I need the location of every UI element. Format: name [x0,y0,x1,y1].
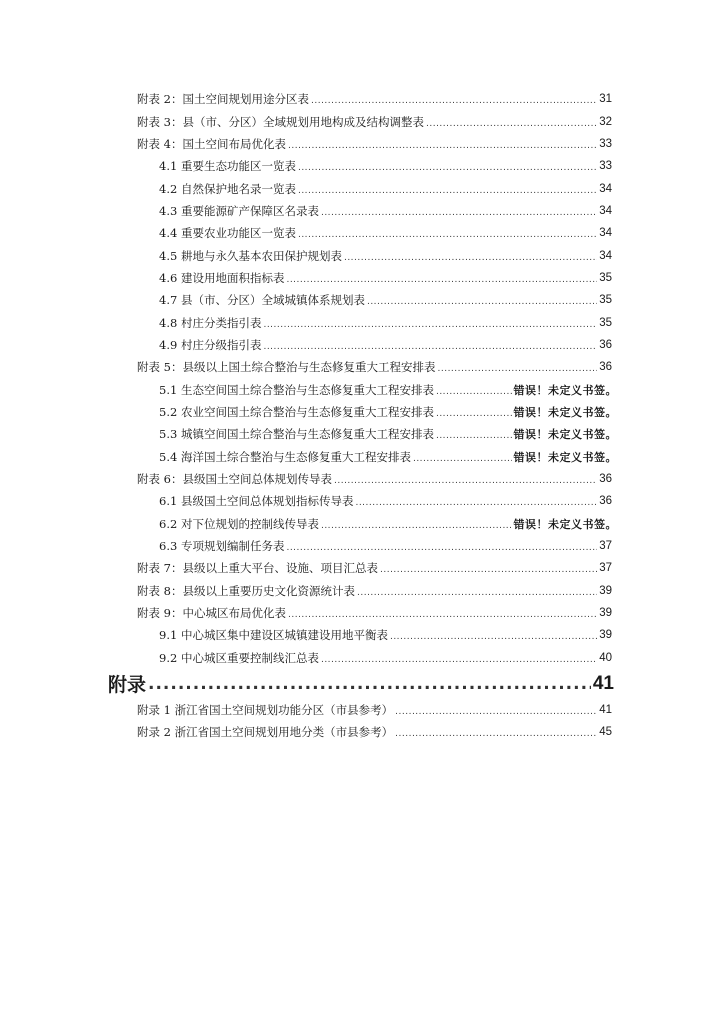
toc-entry-appendix-table-6[interactable] [0,468,724,490]
toc-entry-title: 4.4 重要农业功能区一览表 [159,226,296,241]
toc-entry-page-error: 错误！未定义书签。 [513,405,617,419]
toc-entry-title: 4.6 建设用地面积指标表 [159,270,285,285]
leader-dots [286,275,597,285]
toc-entry-page-error: 错误！未定义书签。 [513,383,617,397]
toc-entry-page: 33 [599,160,612,173]
toc-entry-page: 31 [599,93,612,106]
leader-dots [436,409,512,419]
toc-entry-appendix[interactable] [0,669,724,699]
leader-dots [298,230,597,240]
toc-entry-title: 5.2 农业空间国土综合整治与生态修复重大工程安排表 [159,404,434,419]
toc-entry-6-1[interactable] [0,490,724,512]
leader-dots [321,208,597,218]
toc-entry-page: 37 [599,562,612,575]
toc-entry-page-error: 错误！未定义书签。 [513,428,617,442]
leader-dots [286,543,597,553]
toc-entry-page: 35 [599,294,612,307]
toc-entry-title: 附表 9：中心城区布局优化表 [137,606,286,621]
toc-entry-4-4[interactable] [0,222,724,244]
toc-entry-title: 9.1 中心城区集中建设区城镇建设用地平衡表 [159,628,388,643]
leader-dots [426,119,597,129]
leader-dots [344,253,597,263]
leader-dots [321,655,597,665]
toc-entry-4-6[interactable] [0,267,724,289]
toc-entry-4-7[interactable] [0,289,724,311]
toc-entry-title: 6.1 县级国土空间总体规划指标传导表 [159,494,354,509]
toc-entry-title: 附表 7：县级以上重大平台、设施、项目汇总表 [137,561,378,576]
toc-entry-page: 37 [599,540,612,553]
toc-entry-5-3[interactable] [0,423,724,445]
toc-entry-title: 附录 2 浙江省国土空间规划用地分类（市县参考） [137,725,394,740]
toc-entry-page: 36 [599,361,612,374]
leader-dots [263,320,597,330]
leader-dots [288,610,597,620]
toc-entry-title: 附表 6：县级国土空间总体规划传导表 [137,472,332,487]
toc-entry-5-2[interactable] [0,401,724,423]
leader-dots [367,297,597,307]
toc-entry-title: 附表 2：国土空间规划用途分区表 [137,92,309,107]
toc-entry-5-4[interactable] [0,446,724,468]
toc-entry-appendix-table-4[interactable] [0,133,724,155]
toc-entry-title: 附表 8：县级以上重要历史文化资源统计表 [137,583,355,598]
toc-entry-title: 6.3 专项规划编制任务表 [159,539,285,554]
leader-dots [311,96,597,106]
leader-dots [395,707,597,717]
toc-entry-title: 5.4 海洋国土综合整治与生态修复重大工程安排表 [159,449,411,464]
toc-entry-title: 5.1 生态空间国土综合整治与生态修复重大工程安排表 [159,382,434,397]
leader-dots [436,387,512,397]
toc-entry-page: 32 [599,115,612,128]
leader-dots [437,364,597,374]
toc-entry-page: 39 [599,629,612,642]
toc-entry-page: 41 [599,704,612,717]
leader-dots [436,431,512,441]
toc-entry-appendix-table-9[interactable] [0,602,724,624]
toc-entry-page: 40 [599,651,612,664]
leader-dots [334,476,597,486]
toc-entry-title: 4.3 重要能源矿产保障区名录表 [159,203,319,218]
leader-dots [413,454,512,464]
toc-entry-4-8[interactable] [0,311,724,333]
toc-entry-4-5[interactable] [0,244,724,266]
toc-entry-page: 41 [592,672,614,694]
toc-entry-page: 36 [599,495,612,508]
toc-entry-title: 附录 [108,674,147,697]
toc-entry-appendix-table-7[interactable] [0,557,724,579]
leader-dots [321,521,512,531]
toc-entry-title: 4.9 村庄分级指引表 [159,337,262,352]
toc-entry-title: 4.2 自然保护地名录一览表 [159,181,296,196]
toc-entry-page: 33 [599,137,612,150]
toc-entry-title: 4.5 耕地与永久基本农田保护规划表 [159,248,342,263]
toc-entry-page: 39 [599,607,612,620]
toc-entry-4-2[interactable] [0,177,724,199]
toc-entry-appendix-table-8[interactable] [0,580,724,602]
toc-entry-page: 34 [599,227,612,240]
toc-entry-page: 35 [599,316,612,329]
toc-entry-page: 45 [599,726,612,739]
toc-entry-page-error: 错误！未定义书签。 [513,450,617,464]
toc-entry-4-3[interactable] [0,200,724,222]
toc-entry-page: 34 [599,249,612,262]
toc-entry-page-error: 错误！未定义书签。 [513,517,617,531]
leader-dots [390,632,597,642]
toc-entry-title: 9.2 中心城区重要控制线汇总表 [159,650,319,665]
leader-dots [288,141,597,151]
toc-entry-appendix-table-2[interactable] [0,88,724,110]
toc-entry-page: 36 [599,338,612,351]
toc-entry-9-2[interactable] [0,647,724,669]
leader-dots [298,186,597,196]
toc-entry-6-3[interactable] [0,535,724,557]
toc-entry-title: 4.8 村庄分类指引表 [159,315,262,330]
toc-entry-4-1[interactable] [0,155,724,177]
toc-entry-page: 39 [599,584,612,597]
toc-entry-page: 34 [599,204,612,217]
toc-entry-title: 附表 4：国土空间布局优化表 [137,136,286,151]
toc-entry-6-2[interactable] [0,513,724,535]
leader-dots [357,588,597,598]
leader-dots [263,342,597,352]
leader-dots [148,674,591,694]
leader-dots [298,163,597,173]
table-of-contents [0,88,724,744]
toc-entry-title: 5.3 城镇空间国土综合整治与生态修复重大工程安排表 [159,427,434,442]
toc-entry-appendix-table-5[interactable] [0,356,724,378]
leader-dots [395,729,597,739]
toc-entry-appendix-2[interactable] [0,721,724,743]
toc-entry-title: 附录 1 浙江省国土空间规划功能分区（市县参考） [137,703,394,718]
toc-entry-5-1[interactable] [0,378,724,400]
toc-entry-title: 4.7 县（市、分区）全域城镇体系规划表 [159,293,365,308]
toc-entry-9-1[interactable] [0,624,724,646]
toc-entry-title: 6.2 对下位规划的控制线传导表 [159,516,319,531]
toc-entry-page: 35 [599,271,612,284]
toc-entry-page: 34 [599,182,612,195]
toc-entry-title: 附表 5：县级以上国土综合整治与生态修复重大工程安排表 [137,360,436,375]
toc-entry-appendix-table-3[interactable] [0,110,724,132]
leader-dots [380,565,597,575]
toc-entry-4-9[interactable] [0,334,724,356]
toc-entry-title: 4.1 重要生态功能区一览表 [159,159,296,174]
toc-entry-title: 附表 3：县（市、分区）全域规划用地构成及结构调整表 [137,114,424,129]
leader-dots [355,498,597,508]
toc-entry-appendix-1[interactable] [0,699,724,721]
toc-entry-page: 36 [599,473,612,486]
